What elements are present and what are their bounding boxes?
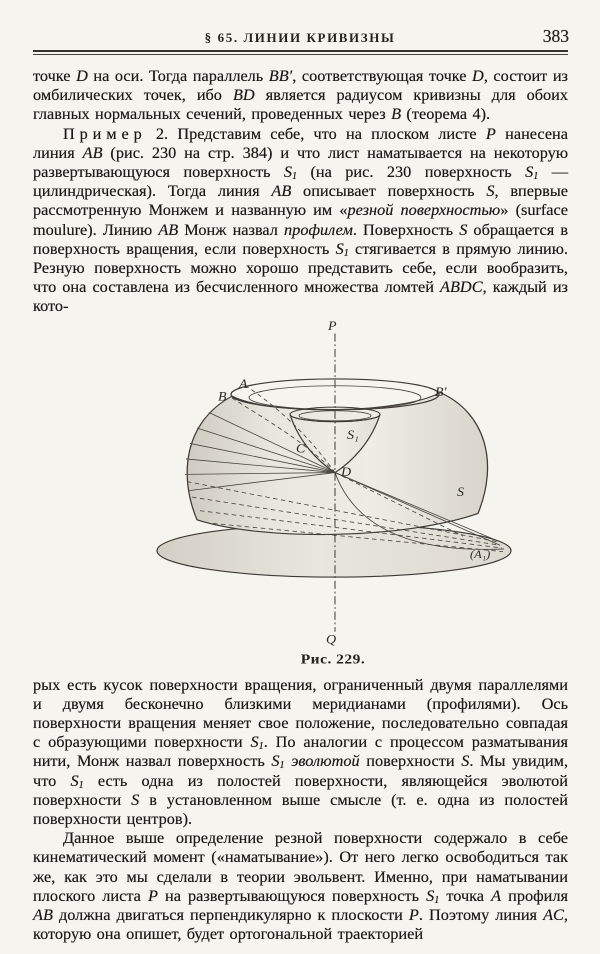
section-heading: § 65. ЛИНИИ КРИВИЗНЫ xyxy=(204,30,396,45)
paragraph: Пример 2. Представим себе, что на плоском листе P нанесена линия AB (рис. 230 на стр. 384) и что лист наматывается на некоторую развертывающуюся поверхность $S_1$ (на рис. 230 поверхность $S_1$ — цилиндрическая). Тогда линия AB описывает поверхность S, впервые рассмотренную Монжем и названную им «резной поверхностью» (surface moulure). Линию AB Монж назвал профилем. Поверхность S обращается в поверхность вращения, если поверхность $S_1$ стягивается в прямую линию. Резную поверхность можно хорошо представить себе, если вообразить, что она составлена из бесчисленного множества ломтей ABDC, каждый из кото- xyxy=(33,123,569,316)
figure-229-drawing xyxy=(33,318,600,668)
paragraph: точке D на оси. Тогда параллель BB′, соответствующая точке D, состоит из омбилических точек, ибо BD является радиусом кривизны для обоих главных нормальных сечений, проведенных через B (теорема 4). xyxy=(33,66,568,124)
page-header xyxy=(0,0,600,56)
label-point-b: B xyxy=(218,388,227,404)
figure-229 xyxy=(33,318,568,668)
label-surface-s: S xyxy=(457,484,464,499)
paragraph: рых есть кусок поверхности вращения, ограниченный двумя параллелями и двумя бесконечно близкими меридианами (профилями). Ось поверхности вращения меняет свое положение, последовательно совпадая с образующими поверхности $S_1$. По аналогии с процессом разматывания нити, Монж назвал поверхность $S_1$ эволютой поверхности S. Мы увидим, что $S_1$ есть одна из полостей поверхности, являющейся эволютой поверхности S в установленном выше смысле (т. е. одна из полостей поверхности центров). xyxy=(33,674,569,829)
paragraph: Данное выше определение резной поверхности содержало в себе кинематический момент («наматывание»). От него легко освободиться так же, как это мы сделали в теории эвольвент. Именно, при наматывании плоского листа P на развертывающуюся поверхность $S_1$ точка A профиля AB должна двигаться перпендикулярно к плоскости P. Поэтому линия AC, которую она опишет, будет ортогональной траекторией xyxy=(33,828,568,944)
body-text-bottom xyxy=(33,675,568,944)
label-surface-s1: S₁ xyxy=(347,427,359,442)
label-point-d: D xyxy=(341,464,352,479)
label-axis-bottom: Q xyxy=(326,631,337,646)
page-number: 383 xyxy=(542,26,569,46)
bottom-margin xyxy=(33,943,568,953)
label-point-a: A xyxy=(239,376,248,391)
label-point-a1: (A₁) xyxy=(470,547,491,561)
label-axis-top: P xyxy=(328,318,337,333)
label-point-c: C xyxy=(296,440,306,456)
label-point-b-prime: B′ xyxy=(435,384,447,399)
text-block xyxy=(33,66,568,953)
header-rule xyxy=(33,50,568,55)
figure-caption: Рис. 229. xyxy=(300,651,366,667)
body-text-top xyxy=(33,66,568,316)
